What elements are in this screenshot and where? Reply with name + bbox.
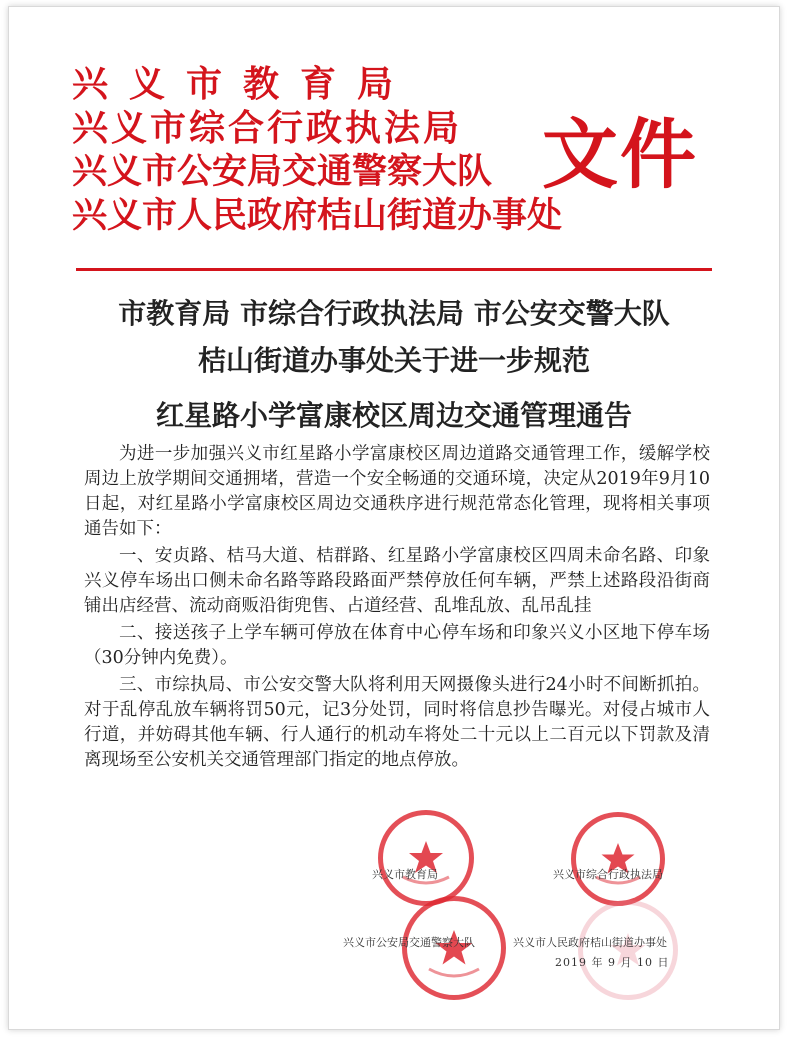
signature-education-bureau: 兴义市教育局	[372, 868, 438, 881]
paragraph-item-2: 二、接送孩子上学车辆可停放在体育中心停车场和印象兴义小区地下停车场（30分钟内免费）。	[84, 623, 710, 668]
issuer-block	[72, 62, 563, 238]
subdistrict-office-seal	[578, 900, 678, 1000]
signature-traffic-police: 兴义市公安局交通警察大队	[343, 936, 475, 949]
law-enforcement-seal	[571, 812, 665, 906]
paragraph-item-3: 三、市综执局、市公安交警大队将利用天网摄像头进行24小时不间断抓拍。对于乱停乱放车辆将罚50元，记3分处罚，同时将信息抄告曝光。对侵占城市人行道，并妨碍其他车辆、行人通行的机动车将处二十元以上二百元以下罚款及清离现场至公安机关交通管理部门指定的地点停放。	[84, 675, 710, 770]
notice-title	[60, 292, 728, 438]
issuer-subdistrict-office: 兴义市人民政府桔山街道办事处	[72, 195, 563, 236]
title-line-1: 市教育局 市综合行政执法局 市公安交警大队	[118, 297, 670, 330]
paragraph-intro: 为进一步加强兴义市红星路小学富康校区周边道路交通管理工作，缓解学校周边上放学期间交通拥堵，营造一个安全畅通的交通环境，决定从2019年9月10日起，对红星路小学富康校区周边交通秩序进行规范常态化管理，现将相关事项通告如下：	[84, 444, 710, 539]
education-bureau-seal	[378, 810, 474, 906]
paragraph-item-1: 一、安贞路、桔马大道、桔群路、红星路小学富康校区四周未命名路、印象兴义停车场出口侧未命名路等路段路面严禁停放任何车辆，严禁上述路段沿街商铺出店经营、流动商贩沿街兜售、占道经营、乱堆乱放、乱吊乱挂	[84, 546, 710, 616]
seal-star-icon	[383, 815, 469, 901]
issuer-law-enforcement-bureau: 兴义市综合行政执法局	[72, 107, 463, 149]
seal-star-icon	[576, 817, 660, 901]
title-line-2: 桔山街道办事处关于进一步规范	[197, 344, 590, 377]
header-divider	[76, 268, 712, 271]
signature-date: 2019 年 9 月 10 日	[555, 956, 670, 969]
title-line-3: 红星路小学富康校区周边交通管理通告	[155, 399, 632, 432]
signature-law-enforcement-bureau: 兴义市综合行政执法局	[553, 868, 663, 881]
signature-subdistrict-office: 兴义市人民政府桔山街道办事处	[513, 936, 667, 949]
issuer-education-bureau: 兴义市教育局	[72, 63, 415, 105]
issuer-traffic-police: 兴义市公安局交通警察大队	[72, 151, 493, 192]
notice-body	[84, 442, 710, 773]
seal-star-icon	[583, 905, 673, 995]
document-mark: 文件	[542, 110, 698, 199]
